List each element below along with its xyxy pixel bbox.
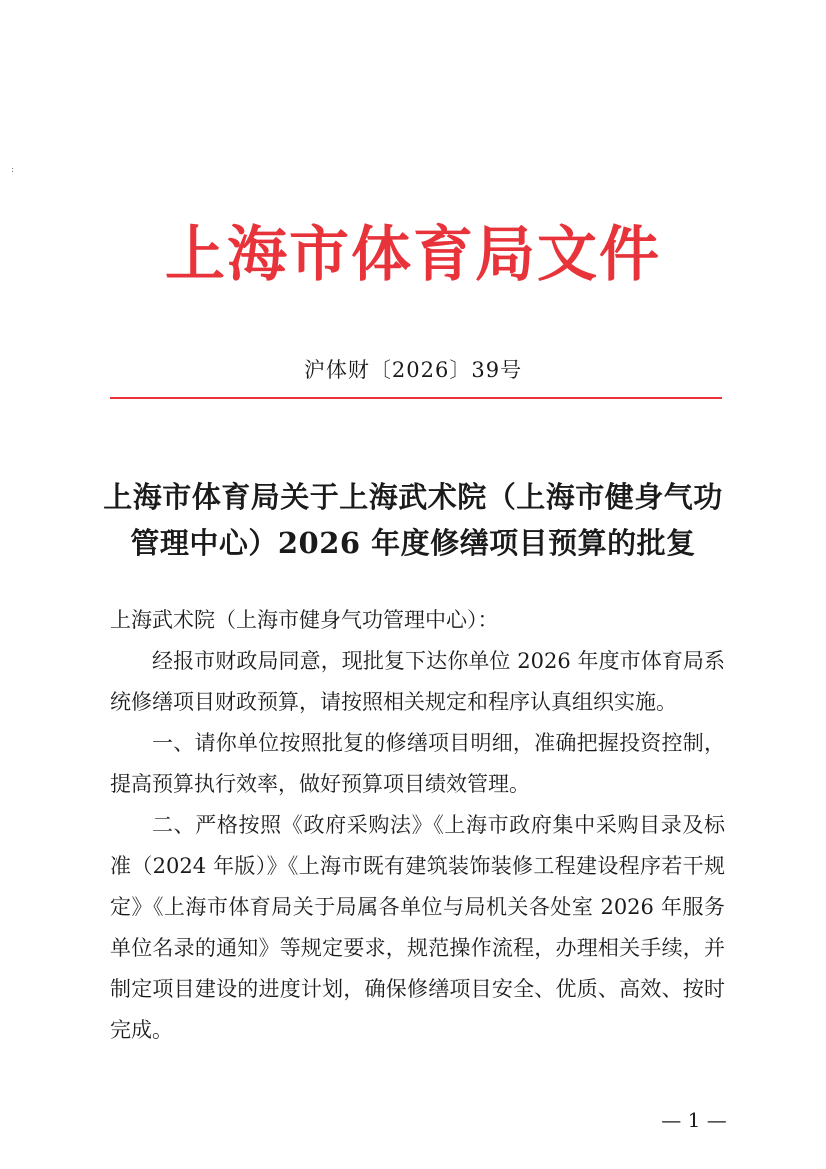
document-title-line-2: 管理中心）2026 年度修缮项目预算的批复 xyxy=(130,526,696,560)
margin-mark: : xyxy=(11,165,15,175)
red-separator-line xyxy=(110,397,722,399)
body-paragraph-intro: 经报市财政局同意，现批复下达你单位 2026 年度市体育局系统修缮项目财政预算，请按照相关规定和程序认真组织实施。 xyxy=(110,649,725,714)
document-title-line-1: 上海市体育局关于上海武术院（上海市健身气功 xyxy=(103,480,723,514)
document-body xyxy=(110,600,725,1051)
body-paragraph-item-1: 一、请你单位按照批复的修缮项目明细，准确把握投资控制，提高预算执行效率，做好预算项目绩效管理。 xyxy=(110,731,725,796)
body-paragraph-item-2: 二、严格按照《政府采购法》《上海市政府集中采购目录及标准（2024 年版）》《上海市既有建筑装饰装修工程建设程序若干规定》《上海市体育局关于局属各单位与局机关各处室 2026 年服务单位名录的通知》等规定要求，规范操作流程，办理相关手续，并制定项目建设的进度计划，确保修缮项目安全、优质、高效、按时完成。 xyxy=(110,813,725,1042)
addressee: 上海武术院（上海市健身气功管理中心）： xyxy=(110,608,499,632)
document-number: 沪体财〔2026〕39号 xyxy=(303,358,523,382)
agency-header-title: 上海市体育局文件 xyxy=(165,220,661,290)
page-number: — 1 — xyxy=(661,1108,727,1132)
document-title xyxy=(90,474,736,566)
